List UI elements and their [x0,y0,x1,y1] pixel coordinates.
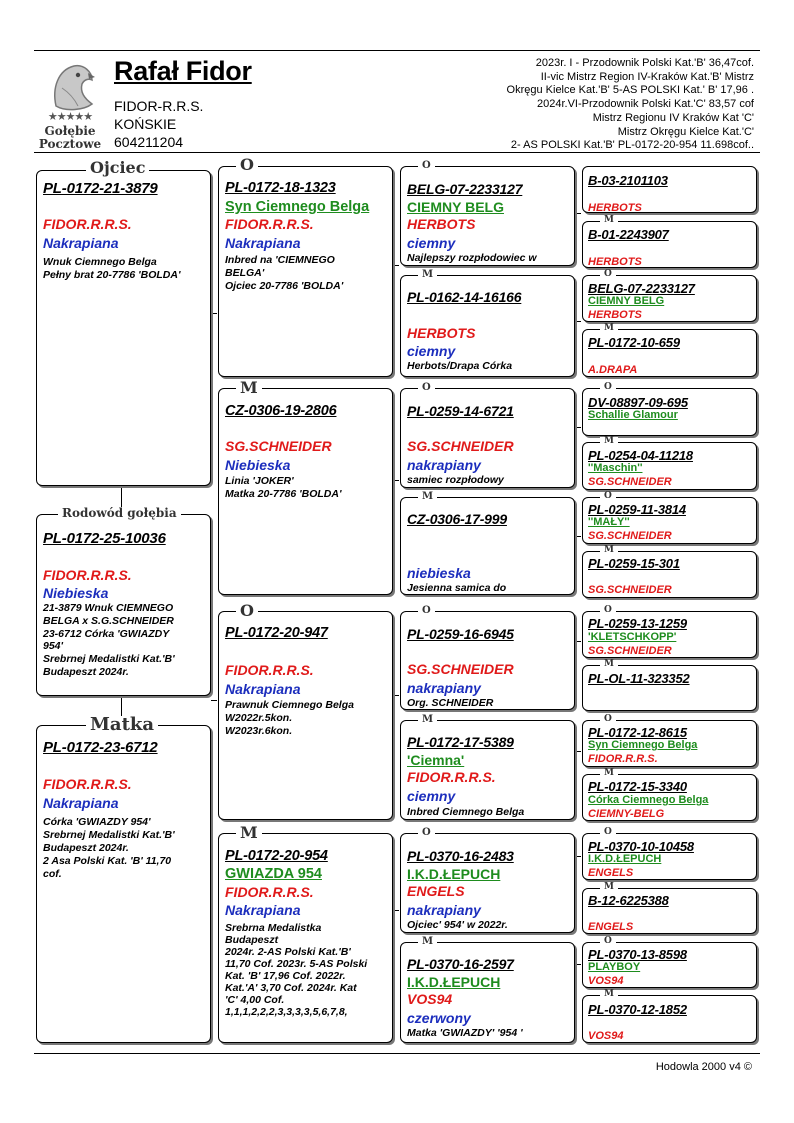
grandparent-breeder: SG.SCHNEIDER [225,438,332,454]
grandparent-color: Niebieska [225,457,291,473]
grandparent-name: GWIAZDA 954 [225,866,322,882]
loft-name: FIDOR-R.R.S. [114,98,204,114]
gen3-name: 'Ciemna' [407,752,465,768]
gen4-breeder: VOS94 [588,1030,624,1042]
sire-ring[interactable]: PL-0172-21-3879 [43,180,158,197]
gen3-color: ciemny [407,343,456,359]
grandparent-color: Nakrapiana [225,235,301,251]
m-label: M [600,769,618,778]
gen4-breeder: ENGELS [588,921,634,933]
gen4-name: Syn Ciemnego Belga [588,739,698,751]
gen4-ring[interactable]: BELG-07-2233127 [588,281,695,296]
town: KOŃSKIE [114,116,177,132]
grandparent-notes: Prawnuk Ciemnego Belga W2022r.5kon. W2023r.6kon. [225,699,354,737]
subject-color: Niebieska [43,585,109,601]
gen4-name: ''Maschin'' [588,462,643,474]
gen3-notes: Herbots/Drapa Córka [407,360,513,372]
gen4-name: CIEMNY BELG [588,295,665,307]
subject-notes: 21-3879 Wnuk CIEMNEGO BELGA x S.G.SCHNEIDER 23-6712 Córka 'GWIAZDY 954' Srebrnej Medalistki Kat.'B' Budapeszt 2024r. [43,602,175,678]
o-label: O [600,606,616,615]
o-label: O [418,161,435,171]
o-label: O [600,828,616,837]
gen4-breeder: A.DRAPA [588,364,638,376]
sire-breeder: FIDOR.R.R.S. [43,216,132,232]
gen3-breeder: HERBOTS [407,325,476,341]
pedigree-label: Rodowód gołębia [58,507,181,519]
m-label: M [236,380,262,396]
o-label: O [418,383,435,393]
achievement-line: 2- AS POLSKI Kat.'B' PL-0172-20-954 11.698cof.. [510,139,754,152]
o-label: O [600,383,616,392]
gen4-ring[interactable]: PL-0370-13-8598 [588,947,687,962]
gen3-ring[interactable]: PL-0259-14-6721 [407,403,514,419]
m-label: M [236,825,262,841]
dam-label: Matka [86,716,158,734]
gen4-ring[interactable]: PL-0259-13-1259 [588,616,687,631]
gen4-breeder: HERBOTS [588,256,642,268]
gen4-name: Córka Ciemnego Belga [588,794,709,806]
gen3-color: niebieska [407,565,471,581]
o-label: O [600,270,616,279]
gen4-ring[interactable]: B-12-6225388 [588,893,669,908]
gen3-breeder: ENGELS [407,883,465,899]
gen3-color: ciemny [407,788,456,804]
dam-card[interactable] [36,725,211,1043]
gen4-breeder: HERBOTS [588,202,642,214]
gen4-ring[interactable]: PL-0254-04-11218 [588,448,693,463]
gen4-ring[interactable]: PL-0172-15-3340 [588,779,687,794]
gen3-notes: Org. SCHNEIDER [407,697,494,709]
gen3-ring[interactable]: PL-0370-16-2597 [407,956,514,972]
grandparent-color: Nakrapiana [225,681,301,697]
gen4-ring[interactable]: PL-0172-12-8615 [588,725,687,740]
gen3-color: nakrapiany [407,457,481,473]
gen4-name: I.K.D.ŁEPUCH [588,853,662,865]
dam-ring[interactable]: PL-0172-23-6712 [43,739,158,756]
grandparent-name: Syn Ciemnego Belga [225,199,370,215]
gen4-breeder: SG.SCHNEIDER [588,476,672,488]
gen3-ring[interactable]: PL-0172-17-5389 [407,734,514,750]
grandparent-ring[interactable]: PL-0172-20-947 [225,625,328,641]
gen3-breeder: SG.SCHNEIDER [407,661,514,677]
sire-notes: Wnuk Ciemnego Belga Pełny brat 20-7786 'BOLDA' [43,256,181,281]
gen3-ring[interactable]: PL-0370-16-2483 [407,848,514,864]
gen3-breeder: HERBOTS [407,216,476,232]
breeder-name: Rafał Fidor [114,56,252,86]
gen4-ring[interactable]: PL-0172-10-659 [588,335,680,350]
gen3-breeder: SG.SCHNEIDER [407,438,514,454]
gen3-notes: Matka 'GWIAZDY' '954 ' [407,1027,523,1039]
m-label: M [600,216,618,225]
grandparent-notes: Inbred na 'CIEMNEGO BELGA' Ojciec 20-7786 'BOLDA' [225,254,344,292]
gen3-name: I.K.D.ŁEPUCH [407,866,501,882]
o-label: O [236,157,258,173]
achievement-line: 2023r. I - Przodownik Polski Kat.'B' 36,47cof. [535,57,754,69]
gen4-breeder: ENGELS [588,867,634,879]
gen3-color: nakrapiany [407,902,481,918]
gen4-ring[interactable]: PL-0370-10-10458 [588,839,694,854]
gen3-color: nakrapiany [407,680,481,696]
gen4-breeder: HERBOTS [588,309,642,321]
gen3-notes: Inbred Ciemnego Belga [407,806,525,818]
gen3-name: I.K.D.ŁEPUCH [407,974,501,990]
logo-stars: ★★★★★ [47,111,93,123]
gen3-notes: Ojciec' 954' w 2022r. [407,919,508,931]
dam-breeder: FIDOR.R.R.S. [43,776,132,792]
gen4-ring[interactable]: PL-0370-12-1852 [588,1002,687,1017]
m-label: M [600,437,618,446]
gen4-name: Schallie Glamour [588,409,678,421]
gen3-ring[interactable]: BELG-07-2233127 [407,181,523,197]
gen4-name: ''MAŁY'' [588,516,630,528]
gen4-ring[interactable]: PL-OL-11-323352 [588,671,690,686]
gen4-breeder: SG.SCHNEIDER [588,584,672,596]
footer-credit: Hodowla 2000 v4 © [655,1061,752,1073]
subject-ring[interactable]: PL-0172-25-10036 [43,530,166,547]
gen4-breeder: FIDOR.R.R.S. [588,753,658,765]
achievement-line: II-vic Mistrz Region IV-Kraków Kat.'B' Mistrz [540,70,754,83]
achievements [394,57,754,153]
grandparent-ring[interactable]: PL-0172-20-954 [225,848,328,864]
grandparent-breeder: FIDOR.R.R.S. [225,216,314,232]
phone: 604211204 [114,134,184,150]
gen3-ring[interactable]: CZ-0306-17-999 [407,511,507,527]
gen4-breeder: SG.SCHNEIDER [588,645,672,657]
grandparent-notes: Srebrna Medalistka Budapeszt 2024r. 2-AS Polski Kat.'B' 11,70 Cof. 2023r. 5-AS Polski Kat. 'B' 17,96 Cof. 2022r. Kat.'A' 3,70 Cof. 2024r. Kat 'C' 4,00 Cof. 1,1,1,2,2,2,3,3,3,3,5,6,7,8, [225,922,368,1018]
gen3-breeder: VOS94 [407,991,453,1007]
pigeon-head-icon [48,58,96,114]
logo-text-1: Gołębie [44,124,96,138]
o-label: O [236,603,258,619]
grandparent-ring[interactable]: PL-0172-18-1323 [225,180,336,196]
pigeon-logo [34,54,106,151]
gen3-name: CIEMNY BELG [407,199,504,215]
grandparent-ring[interactable]: CZ-0306-19-2806 [225,403,337,419]
m-label: M [600,883,618,892]
grandparent-breeder: FIDOR.R.R.S. [225,884,314,900]
achievement-line: Mistrz Okręgu Kielce Kat.'C' [617,125,754,138]
gen4-name: PLAYBOY [588,961,641,973]
gen4-name: 'KLETSCHKOPP' [588,631,677,643]
m-label: M [418,492,437,502]
gen4-breeder: SG.SCHNEIDER [588,530,672,542]
gen3-ring[interactable]: PL-0259-16-6945 [407,626,514,642]
o-label: O [418,828,435,838]
gen4-ring[interactable]: B-03-2101103 [588,173,668,188]
logo-text-2: Pocztowe [38,137,102,151]
gen3-ring[interactable]: PL-0162-14-16166 [407,289,522,305]
gen4-ring[interactable]: DV-08897-09-695 [588,395,688,410]
m-label: M [600,324,618,333]
m-label: M [600,546,618,555]
subject-breeder: FIDOR.R.R.S. [43,567,132,583]
sire-label: Ojciec [86,160,149,176]
o-label: O [600,715,616,724]
grandparent-color: Nakrapiana [225,902,301,918]
m-label: M [418,715,437,725]
o-label: O [600,937,616,946]
m-label: M [418,937,437,947]
gen3-notes: samiec rozpłodowy [407,474,504,486]
gen3-notes: Jesienna samica do [407,582,507,594]
gen3-notes: Najlepszy rozpłodowiec w [407,252,537,264]
gen3-breeder: FIDOR.R.R.S. [407,769,496,785]
o-label: O [600,492,616,501]
m-label: M [600,990,618,999]
gen4-ring[interactable]: PL-0259-15-301 [588,556,680,571]
gen4-breeder: CIEMNY-BELG [588,808,665,820]
dam-color: Nakrapiana [43,795,119,811]
gen4-breeder: VOS94 [588,975,624,987]
achievement-line: Okręgu Kielce Kat.'B' 5-AS POLSKI Kat.' B' 17,96 . [506,84,754,97]
sire-color: Nakrapiana [43,235,119,251]
m-label: M [418,270,437,280]
dam-notes: Córka 'GWIAZDY 954' Srebrnej Medalistki Kat.'B' Budapeszt 2024r. 2 Asa Polski Kat. 'B' 11,70 cof. [43,816,175,880]
gen4-ring[interactable]: PL-0259-11-3814 [588,502,686,517]
m-label: M [600,660,618,669]
gen4-ring[interactable]: B-01-2243907 [588,227,669,242]
achievement-line: 2024r.VI-Przodownik Polski Kat.'C' 83,57 cof [537,98,754,111]
gen3-color: czerwony [407,1010,471,1026]
gen3-color: ciemny [407,235,456,251]
o-label: O [418,606,435,616]
grandparent-breeder: FIDOR.R.R.S. [225,662,314,678]
achievement-line: Mistrz Regionu IV Kraków Kat 'C' [592,111,754,124]
grandparent-notes: Linia 'JOKER' Matka 20-7786 'BOLDA' [225,475,342,500]
